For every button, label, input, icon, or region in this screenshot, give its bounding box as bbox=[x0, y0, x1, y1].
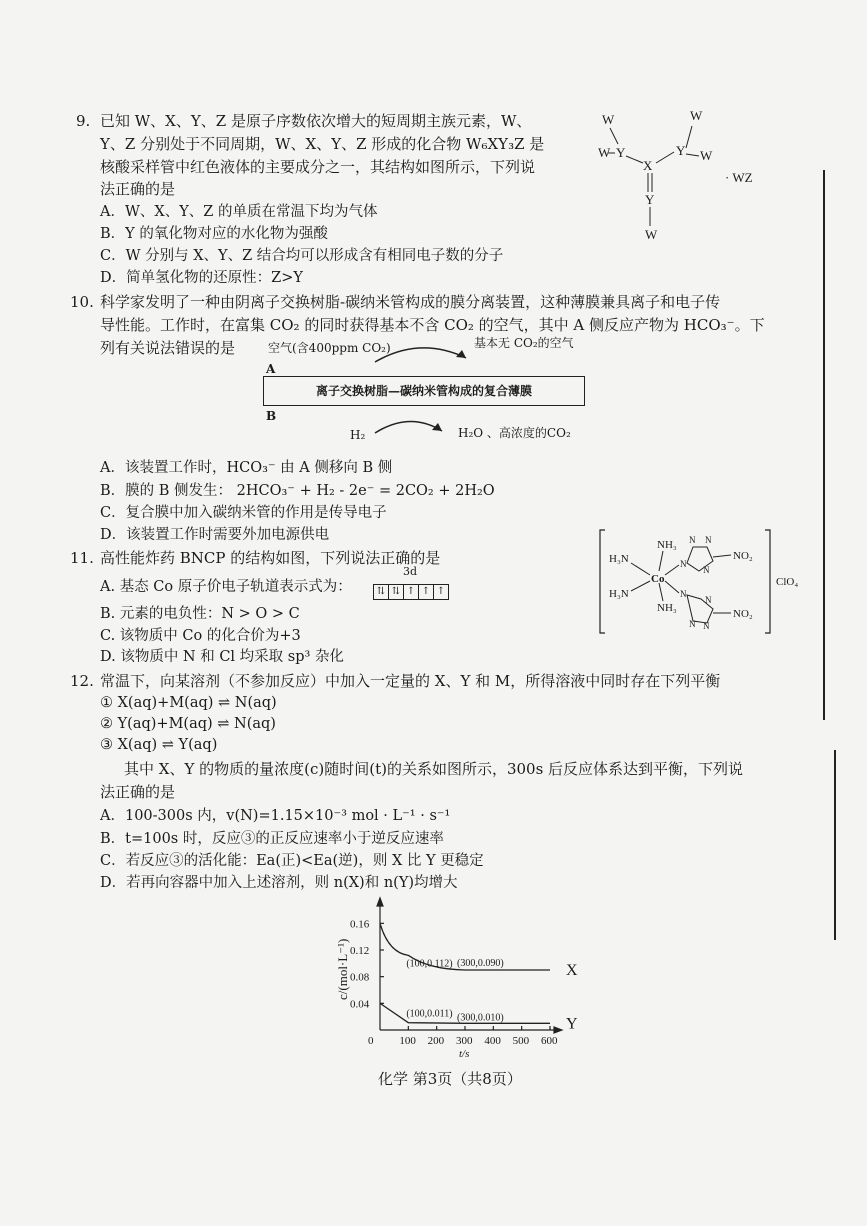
point-annotation: (100,0.112) bbox=[406, 958, 453, 970]
equilibrium-2: ② Y(aq)+M(aq) ⇌ N(aq) bbox=[100, 716, 276, 732]
q12-option-c: C．若反应③的活化能：Ea(正)<Ea(逆)，则 X 比 Y 更稳定 bbox=[100, 853, 484, 869]
atom-y: Y bbox=[616, 145, 626, 160]
atom-x: X bbox=[643, 158, 653, 173]
atom-w: W bbox=[645, 227, 658, 242]
atom-w: W bbox=[700, 148, 713, 163]
q12-option-d: D．若再向容器中加入上述溶剂，则 n(X)和 n(Y)均增大 bbox=[100, 875, 458, 891]
equilibrium-3: ③ X(aq) ⇌ Y(aq) bbox=[100, 737, 218, 753]
orbital-box: ↑ bbox=[403, 584, 419, 600]
x-tick-label: 600 bbox=[541, 1035, 558, 1047]
co-atom: Co bbox=[651, 573, 665, 585]
side-a-label: A bbox=[266, 362, 276, 376]
point-annotation: (100,0.011) bbox=[406, 1008, 453, 1020]
x-tick-label: 200 bbox=[427, 1035, 445, 1047]
series-label-x: X bbox=[566, 962, 578, 979]
q9-option-c: C．W 分别与 X、Y、Z 结合均可以形成含有相同电子数的分子 bbox=[100, 248, 504, 264]
air-out-label: 基本无 CO₂的空气 bbox=[474, 336, 574, 350]
x-axis-label: t/s bbox=[459, 1048, 470, 1060]
y-axis-arrow bbox=[377, 898, 383, 906]
orbital-box: ⇅ bbox=[373, 584, 389, 600]
n-atom: N bbox=[680, 589, 687, 599]
q10-stem-line1: 科学家发明了一种由阴离子交换树脂-碳纳米管构成的膜分离装置，这种薄膜兼具离子和电子传 bbox=[100, 293, 721, 311]
q12-option-a: A．100-300s 内，v(N)=1.15×10⁻³ mol · L⁻¹ · s⁻¹ bbox=[100, 808, 451, 824]
q9-option-a: A．W、X、Y、Z 的单质在常温下均为气体 bbox=[100, 204, 378, 220]
orbital-box: ↑ bbox=[433, 584, 449, 600]
arrow-top bbox=[370, 340, 480, 370]
q10-stem-line2: 导性能。工作时，在富集 CO₂ 的同时获得基本不含 CO₂ 的空气，其中 A 侧反应产物为 HCO₃⁻。下 bbox=[100, 316, 765, 334]
q11-number: 11. bbox=[70, 549, 94, 567]
n-atom: N bbox=[703, 621, 710, 631]
series-label-y: Y bbox=[566, 1015, 578, 1033]
q9-option-b: B．Y 的氧化物对应的水化物为强酸 bbox=[100, 226, 328, 242]
n-atom: N bbox=[689, 619, 696, 629]
n-atom: N bbox=[705, 595, 712, 605]
q9-stem-line1: 已知 W、X、Y、Z 是原子序数依次增大的短周期主族元素，W、 bbox=[100, 112, 532, 130]
atom-w: W bbox=[690, 108, 703, 123]
q11-option-a: A. 基态 Co 原子价电子轨道表示式为： bbox=[100, 579, 352, 595]
concentration-time-chart bbox=[325, 895, 578, 1060]
q11-option-d: D. 该物质中 N 和 Cl 均采取 sp³ 杂化 bbox=[100, 649, 344, 665]
h3n-left-b: H₃N bbox=[609, 588, 629, 600]
q12-number: 12. bbox=[70, 672, 94, 690]
q9-structure-diagram bbox=[590, 100, 790, 250]
atom-y: Y bbox=[676, 143, 686, 158]
air-in-label: 空气(含400ppm CO₂) bbox=[268, 341, 391, 355]
q12-stem2-line1: 其中 X、Y 的物质的量浓度(c)随时间(t)的关系如图所示，300s 后反应体系达到平衡，下列说 bbox=[124, 760, 744, 778]
q9-option-d: D．简单氢化物的还原性：Z>Y bbox=[100, 270, 303, 286]
x-tick-label: 400 bbox=[484, 1035, 501, 1047]
n-atom: N bbox=[680, 559, 687, 569]
q9-stem-line3: 核酸采样管中红色液体的主要成分之一，其结构如图所示，下列说 bbox=[100, 158, 536, 176]
equilibrium-1: ① X(aq)+M(aq) ⇌ N(aq) bbox=[100, 695, 277, 711]
h2-label: H₂ bbox=[350, 428, 366, 442]
page-footer: 化学 第3页（共8页） bbox=[378, 1070, 522, 1088]
q10-option-a: A．该装置工作时，HCO₃⁻ 由 A 侧移向 B 侧 bbox=[100, 460, 393, 476]
salt-label: · WZ bbox=[725, 170, 753, 185]
q9-stem-line4: 法正确的是 bbox=[100, 180, 176, 198]
n-atom: N bbox=[689, 535, 696, 545]
atom-w: W bbox=[598, 145, 611, 160]
side-b-label: B bbox=[266, 409, 277, 423]
products-label: H₂O 、高浓度的CO₂ bbox=[458, 426, 571, 440]
point-annotation: (300,0.010) bbox=[457, 1012, 504, 1024]
membrane-label: 离子交换树脂—碳纳米管构成的复合薄膜 bbox=[315, 384, 532, 398]
q11-stem: 高性能炸药 BNCP 的结构如图，下列说法正确的是 bbox=[100, 549, 441, 567]
point-annotation: (300,0.090) bbox=[457, 958, 504, 969]
h3n-left-a: H₃N bbox=[609, 553, 629, 565]
q10-number: 10. bbox=[70, 293, 94, 311]
atom-w: W bbox=[602, 112, 615, 127]
q9-number: 9. bbox=[76, 112, 91, 130]
x-axis-arrow bbox=[554, 1027, 562, 1033]
y-tick-label: 0.16 bbox=[350, 918, 370, 931]
no2-top: NO₂ bbox=[733, 550, 753, 562]
bncp-structure bbox=[595, 525, 830, 640]
orbital-box: ↑ bbox=[418, 584, 434, 600]
nh3-top: NH₃ bbox=[657, 539, 677, 551]
nh3-bottom: NH₃ bbox=[657, 602, 677, 614]
q12-stem: 常温下，向某溶剂（不参加反应）中加入一定量的 X、Y 和 M，所得溶液中同时存在下列平衡 bbox=[100, 672, 721, 690]
n-atom: N bbox=[703, 565, 710, 575]
x-tick-label: 0 bbox=[368, 1035, 374, 1047]
y-tick-label: 0.04 bbox=[350, 998, 370, 1011]
x-tick-label: 100 bbox=[399, 1035, 416, 1047]
q10-option-b: B．膜的 B 侧发生： 2HCO₃⁻ + H₂ - 2e⁻ = 2CO₂ + 2H₂O bbox=[100, 483, 495, 499]
q12-option-b: B．t=100s 时，反应③的正反应速率小于逆反应速率 bbox=[100, 831, 444, 847]
q9-stem-line2: Y、Z 分别处于不同周期，W、X、Y、Z 形成的化合物 W₆XY₃Z 是 bbox=[100, 135, 545, 153]
q11-option-b: B. 元素的电负性：N > O > C bbox=[100, 606, 300, 622]
x-tick-label: 500 bbox=[512, 1035, 530, 1047]
orbital-label-3d: 3d bbox=[403, 565, 418, 578]
q10-option-d: D．该装置工作时需要外加电源供电 bbox=[100, 527, 330, 543]
arrow-bottom bbox=[370, 413, 450, 443]
no2-bottom: NO₂ bbox=[733, 608, 753, 620]
y-tick-label: 0.12 bbox=[350, 945, 370, 957]
q11-option-c: C. 该物质中 Co 的化合价为+3 bbox=[100, 628, 301, 644]
n-atom: N bbox=[705, 535, 712, 545]
membrane-box bbox=[263, 376, 585, 406]
x-tick-label: 300 bbox=[456, 1035, 473, 1047]
orbital-diagram bbox=[373, 579, 448, 600]
margin-line-lower bbox=[834, 750, 836, 940]
orbital-box: ⇅ bbox=[388, 584, 404, 600]
y-tick-label: 0.08 bbox=[350, 971, 370, 984]
counter-ion: ClO₄ bbox=[776, 576, 799, 588]
q10-option-c: C．复合膜中加入碳纳米管的作用是传导电子 bbox=[100, 505, 387, 521]
q12-stem2-line2: 法正确的是 bbox=[100, 783, 176, 801]
atom-y: Y bbox=[645, 192, 655, 207]
q10-stem-line3: 列有关说法错误的是 bbox=[100, 339, 236, 357]
y-axis-label: c/(mol·L⁻¹) bbox=[335, 938, 350, 1000]
